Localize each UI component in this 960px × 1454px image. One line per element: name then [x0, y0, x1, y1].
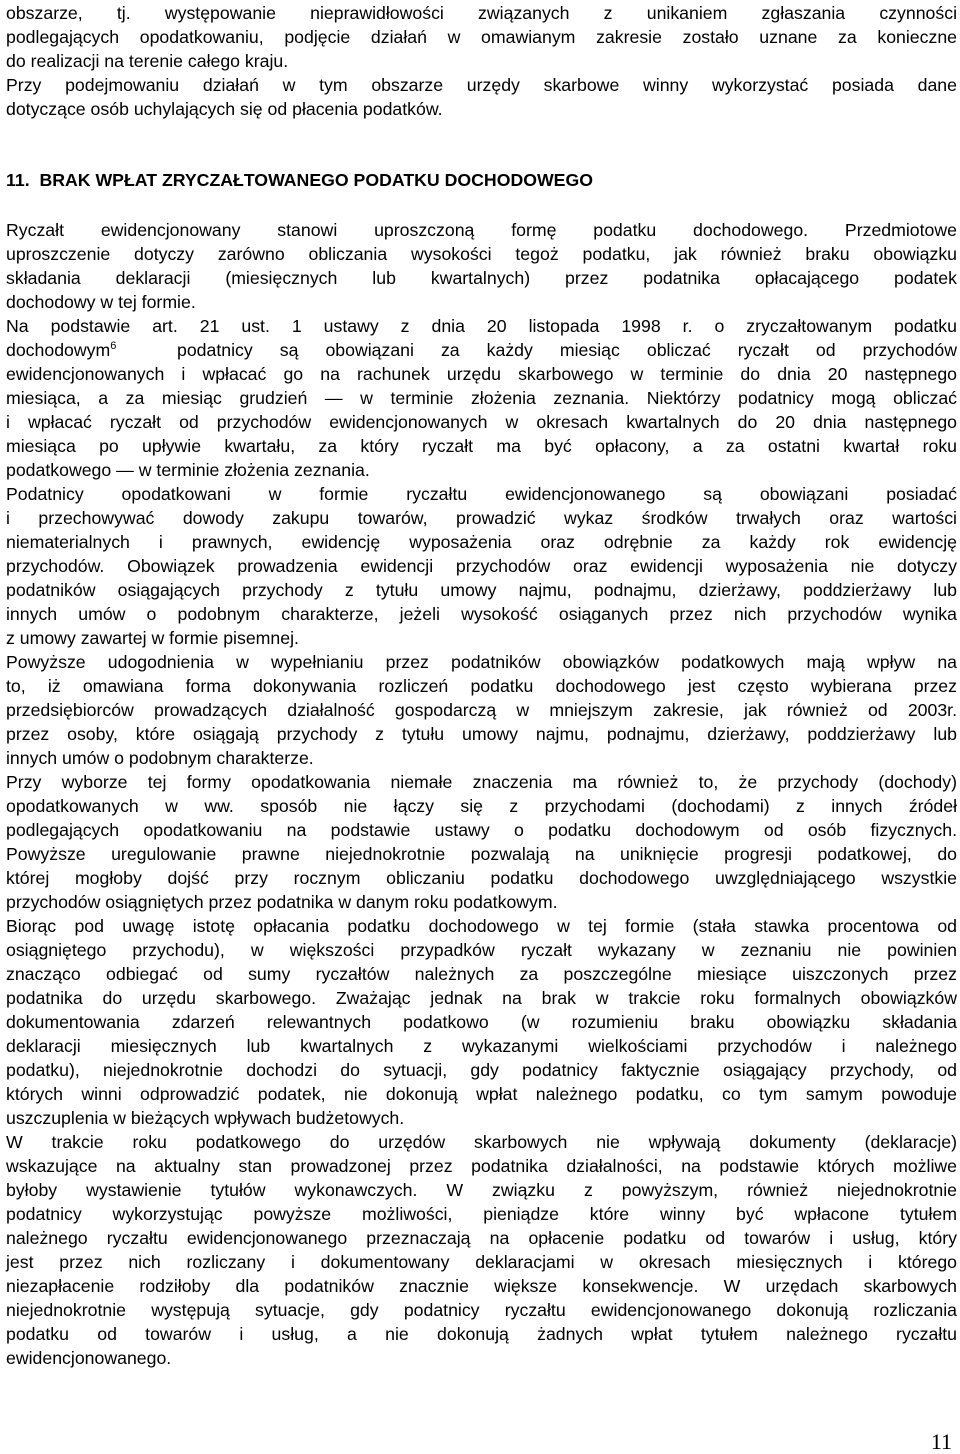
- section-number: 11.: [6, 170, 30, 190]
- text-line: z umowy zawartej w formie pisemnej.: [6, 628, 299, 648]
- text-line: podatnicy wykorzystując powyższe możliwości, pieniądze które winny być wpłacone tytułem: [6, 1204, 957, 1224]
- text-line: Podatnicy opodatkowani w formie ryczałtu ewidencjonowanego są obowiązani posiadać: [6, 484, 957, 504]
- text-line: przychodów osiągniętych przez podatnika w danym roku podatkowym.: [6, 892, 558, 912]
- section-heading: [6, 168, 957, 193]
- text-line: ewidencjonowanego.: [6, 1348, 172, 1368]
- text-line: obszarze, tj. występowanie nieprawidłowości związanych z unikaniem zgłaszania czynności: [6, 3, 957, 23]
- text-line: deklaracji miesięcznych lub kwartalnych z wykazanymi wielkościami przychodów i należnego: [6, 1036, 957, 1056]
- text-line: Przy podejmowaniu działań w tym obszarze urzędy skarbowe winny wykorzystać posiada dane: [6, 75, 957, 95]
- text-line: podatkowego — w terminie złożenia zeznania.: [6, 460, 370, 480]
- text-line: do realizacji na terenie całego kraju.: [6, 51, 289, 71]
- text-fragment: dochodowym: [6, 340, 111, 360]
- text-line: podlegających opodatkowaniu na podstawie ustawy o podatku dochodowym od osób fizycznych.: [6, 820, 957, 840]
- text-line: przez osoby, które osiągają przychody z tytułu umowy najmu, podnajmu, dzierżawy, poddzierżawy lub: [6, 724, 957, 744]
- text-line: których winni odprowadzić podatek, nie dokonują wpłat należnego podatku, co tym samym powoduje: [6, 1084, 957, 1104]
- text-line: dotyczące osób uchylających się od płacenia podatków.: [6, 99, 443, 119]
- text-line: niezapłacenie rodziłoby dla podatników znacznie większe konsekwencje. W urzędach skarbowych: [6, 1276, 957, 1296]
- text-line: Powyższe uregulowanie prawne niejednokrotnie pozwalają na uniknięcie progresji podatkowej, do: [6, 844, 957, 864]
- text-line: wskazujące na aktualny stan prowadzonej przez podatnika działalności, na podstawie których możliwe: [6, 1156, 957, 1176]
- page-number: 11: [930, 1429, 952, 1454]
- text-line: osiągniętego przychodu), w większości przypadków ryczałt wykazany w zeznaniu nie powinien: [6, 940, 957, 960]
- footnote-marker: 6: [110, 340, 117, 352]
- text-fragment: podatnicy są obowiązani za każdy miesiąc obliczać ryczałt od przychodów: [177, 340, 957, 360]
- text-line: niejednokrotnie występują sytuacje, gdy podatnicy ryczałtu ewidencjonowanego dokonują rozliczania: [6, 1300, 957, 1320]
- text-line: podatnika do urzędu skarbowego. Zważając jednak na brak w trakcie roku formalnych obowiązków: [6, 988, 957, 1008]
- text-line: przychodów. Obowiązek prowadzenia ewidencji przychodów oraz ewidencji wyposażenia nie dotyczy: [6, 556, 957, 576]
- text-line: dochodowy w tej formie.: [6, 292, 196, 312]
- text-line: uproszczenie dotyczy zarówno obliczania wysokości tegoż podatku, jak również braku obowiązku: [6, 244, 957, 264]
- text-line: której mogłoby dojść przy rocznym obliczaniu podatku dochodowego uwzględniającego wszystkie: [6, 868, 957, 888]
- text-line: Na podstawie art. 21 ust. 1 ustawy z dnia 20 listopada 1998 r. o zryczałtowanym podatku: [6, 316, 957, 336]
- text-line: podatników osiągających przychody z tytułu umowy najmu, podnajmu, dzierżawy, poddzierżawy lub: [6, 580, 957, 600]
- text-line: uszczuplenia w bieżących wpływach budżetowych.: [6, 1108, 405, 1128]
- text-line: byłoby wystawienie tytułów wykonawczych. W związku z powyższym, również niejednokrotnie: [6, 1180, 957, 1200]
- text-line: miesiąca po upływie kwartału, za który ryczałt ma być opłacony, a za ostatni kwartał roku: [6, 436, 957, 456]
- text-line: Ryczałt ewidencjonowany stanowi uproszczoną formę podatku dochodowego. Przedmiotowe: [6, 220, 957, 240]
- text-line: podatku), niejednokrotnie dochodzi do sytuacji, gdy podatnicy faktycznie osiągający przychody, od: [6, 1060, 957, 1080]
- text-line: należnego ryczałtu ewidencjonowanego przeznaczają na opłacenie podatku od towarów i usług, który: [6, 1228, 957, 1248]
- text-line: składania deklaracji (miesięcznych lub kwartalnych) przez podatnika opłacającego podatek: [6, 268, 957, 288]
- text-line: Biorąc pod uwagę istotę opłacania podatku dochodowego w tej formie (stała stawka procentowa od: [6, 916, 957, 936]
- text-line: przedsiębiorców prowadzących działalność gospodarczą w mniejszym zakresie, jak również od 2003r.: [6, 700, 957, 720]
- text-line: Przy wyborze tej formy opodatkowania niemałe znaczenia ma również to, że przychody (dochody): [6, 772, 957, 792]
- section-title: BRAK WPŁAT ZRYCZAŁTOWANEGO PODATKU DOCHODOWEGO: [39, 170, 593, 190]
- text-line: dokumentowania zdarzeń relewantnych podatkowo (w rozumieniu braku obowiązku składania: [6, 1012, 957, 1032]
- text-line: podatku od towarów i usług, a nie dokonują żadnych wpłat tytułem należnego ryczałtu: [6, 1324, 957, 1344]
- text-line: i wpłacać ryczałt od przychodów ewidencjonowanych w okresach kwartalnych do 20 dnia następnego: [6, 412, 957, 432]
- text-line: Powyższe udogodnienia w wypełnianiu przez podatników obowiązków podatkowych mają wpływ na: [6, 652, 957, 672]
- text-line-with-footnote: [6, 338, 957, 363]
- text-line: i przechowywać dowody zakupu towarów, prowadzić wykaz środków trwałych oraz wartości: [6, 508, 957, 528]
- text-line: to, iż omawiana forma dokonywania rozliczeń podatku dochodowego jest często wybierana przez: [6, 676, 957, 696]
- text-line: W trakcie roku podatkowego do urzędów skarbowych nie wpływają dokumenty (deklaracje): [6, 1132, 957, 1152]
- text-line: znacząco odbiegać od sumy ryczałtów należnych za poszczególne miesiące uiszczonych przez: [6, 964, 957, 984]
- text-line: innych umów o podobnym charakterze, jeżeli wysokość osiąganych przez nich przychodów wynika: [6, 604, 957, 624]
- text-line: opodatkowanych w ww. sposób nie łączy się z przychodami (dochodami) z innych źródeł: [6, 796, 957, 816]
- text-line: innych umów o podobnym charakterze.: [6, 748, 314, 768]
- text-line: niematerialnych i prawnych, ewidencję wyposażenia oraz odrębnie za każdy rok ewidencję: [6, 532, 957, 552]
- text-line: miesiąca, a za miesiąc grudzień — w terminie złożenia zeznania. Niektórzy podatnicy mogą obliczać: [6, 388, 957, 408]
- text-line: podlegających opodatkowaniu, podjęcie działań w omawianym zakresie zostało uznane za konieczne: [6, 27, 957, 47]
- text-line: ewidencjonowanych i wpłacać go na rachunek urzędu skarbowego w terminie do dnia 20 następnego: [6, 364, 957, 384]
- text-line: jest przez nich rozliczany i dokumentowany deklaracjami w okresach miesięcznych i którego: [6, 1252, 957, 1272]
